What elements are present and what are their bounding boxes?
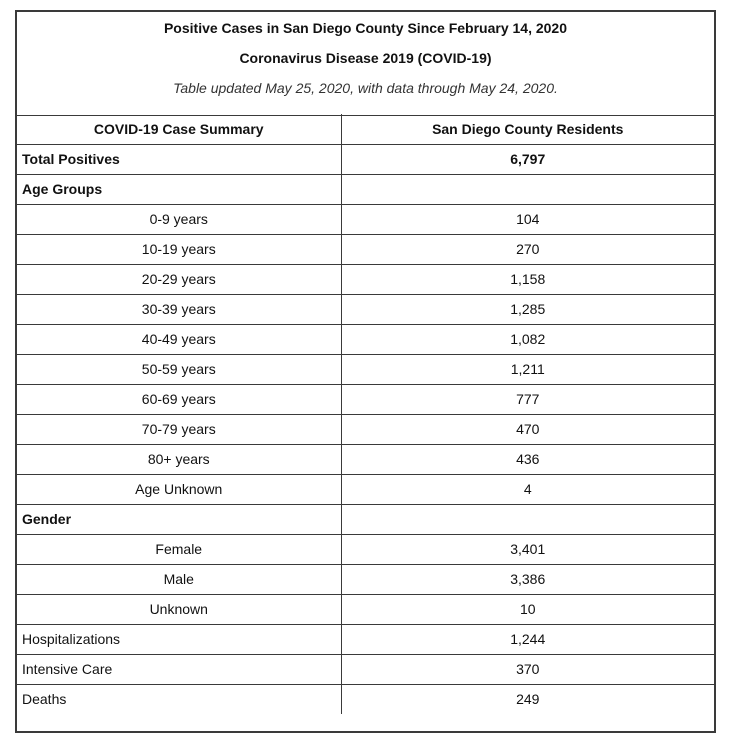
table-title: Positive Cases in San Diego County Since February 14, 2020 (163, 20, 568, 36)
table-row (17, 234, 714, 264)
row-label: Age Groups (17, 174, 341, 204)
column-header-residents: San Diego County Residents (432, 120, 624, 137)
row-value: 1,244 (341, 624, 714, 654)
table-row (17, 534, 714, 564)
row-value: 4 (341, 474, 714, 504)
column-header-row (17, 114, 714, 144)
table-row (17, 654, 714, 684)
table-subtitle: Coronavirus Disease 2019 (COVID-19) (239, 50, 492, 66)
row-value: 1,082 (341, 324, 714, 354)
table-row (17, 324, 714, 354)
row-value (341, 504, 714, 534)
table-row (17, 204, 714, 234)
row-label: 0-9 years (17, 204, 341, 234)
updated-note: Table updated May 25, 2020, with data through May 24, 2020. (173, 80, 558, 96)
table-row (17, 384, 714, 414)
table-row (17, 354, 714, 384)
row-value: 1,158 (341, 264, 714, 294)
row-value: 1,211 (341, 354, 714, 384)
row-label: 70-79 years (17, 414, 341, 444)
row-label: Hospitalizations (17, 624, 341, 654)
row-value: 270 (341, 234, 714, 264)
row-value: 10 (341, 594, 714, 624)
table-row (17, 684, 714, 714)
table-row (17, 174, 714, 204)
table-row (17, 414, 714, 444)
table-row (17, 474, 714, 504)
row-value: 3,386 (341, 564, 714, 594)
column-header-summary: COVID-19 Case Summary (17, 114, 341, 144)
row-label: 60-69 years (17, 384, 341, 414)
row-label: Age Unknown (17, 474, 341, 504)
row-label: 10-19 years (17, 234, 341, 264)
row-label: 20-29 years (17, 264, 341, 294)
row-label: 30-39 years (17, 294, 341, 324)
row-label: Intensive Care (17, 654, 341, 684)
row-value: 370 (341, 654, 714, 684)
cases-table (17, 114, 714, 714)
table-row (17, 144, 714, 174)
row-label: 50-59 years (17, 354, 341, 384)
table-row (17, 504, 714, 534)
table-row (17, 294, 714, 324)
row-label: Total Positives (17, 144, 341, 174)
row-value: 470 (341, 414, 714, 444)
row-value: 249 (341, 684, 714, 714)
row-label: Gender (17, 504, 341, 534)
row-value: 436 (341, 444, 714, 474)
row-label: 80+ years (17, 444, 341, 474)
table-row (17, 444, 714, 474)
row-value: 1,285 (341, 294, 714, 324)
row-value: 6,797 (341, 144, 714, 174)
row-value: 104 (341, 204, 714, 234)
row-label: Female (17, 534, 341, 564)
row-value (341, 174, 714, 204)
row-label: Deaths (17, 684, 341, 714)
row-value: 3,401 (341, 534, 714, 564)
row-label: Male (17, 564, 341, 594)
row-label: Unknown (17, 594, 341, 624)
row-label: 40-49 years (17, 324, 341, 354)
table-row (17, 564, 714, 594)
table-row (17, 594, 714, 624)
cases-table-container (15, 10, 716, 733)
table-row (17, 624, 714, 654)
row-value: 777 (341, 384, 714, 414)
table-header (17, 12, 714, 116)
table-row (17, 264, 714, 294)
